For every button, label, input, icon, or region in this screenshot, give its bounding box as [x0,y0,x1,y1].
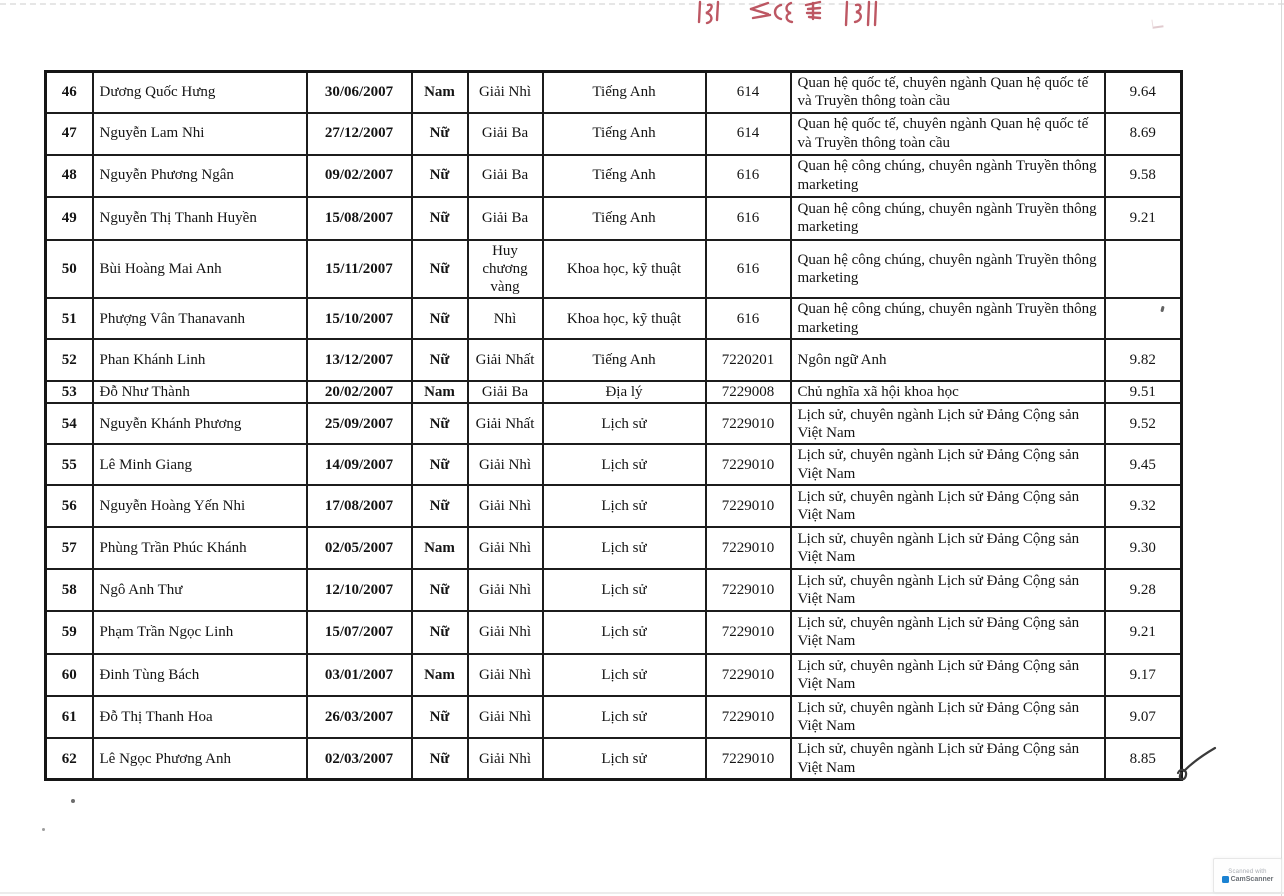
score: 9.51 [1105,381,1182,403]
row-number: 57 [46,527,93,569]
date-of-birth: 15/08/2007 [307,197,412,240]
gender: Nữ [412,611,468,654]
gender: Nữ [412,485,468,527]
scan-edge-bottom [0,892,1284,894]
student-name: Nguyễn Khánh Phương [93,403,307,444]
subject: Lịch sử [543,654,706,696]
camscanner-logo-icon [1222,876,1229,883]
student-results-table [44,70,1183,781]
major-name: Lịch sử, chuyên ngành Lịch sử Đảng Cộng sản Việt Nam [791,485,1105,527]
gender: Nữ [412,197,468,240]
subject: Địa lý [543,381,706,403]
student-name: Lê Minh Giang [93,444,307,485]
major-name: Lịch sử, chuyên ngành Lịch sử Đảng Cộng sản Việt Nam [791,696,1105,738]
student-name: Nguyễn Thị Thanh Huyền [93,197,307,240]
major-name: Chủ nghĩa xã hội khoa học [791,381,1105,403]
watermark-line1: Scanned with [1228,868,1267,875]
row-number: 47 [46,113,93,155]
major-code: 616 [706,298,791,339]
major-code: 7229010 [706,696,791,738]
major-name: Quan hệ công chúng, chuyên ngành Truyền thông marketing [791,298,1105,339]
award: Giải Nhì [468,527,543,569]
major-code: 616 [706,155,791,197]
date-of-birth: 26/03/2007 [307,696,412,738]
subject: Lịch sử [543,444,706,485]
major-code: 616 [706,240,791,299]
major-code: 7229010 [706,485,791,527]
award: Giải Nhì [468,738,543,780]
major-code: 7229010 [706,569,791,611]
major-name: Quan hệ công chúng, chuyên ngành Truyền thông marketing [791,155,1105,197]
score [1105,240,1182,299]
gender: Nữ [412,155,468,197]
row-number: 59 [46,611,93,654]
score: 9.28 [1105,569,1182,611]
award: Giải Nhất [468,403,543,444]
major-code: 7229010 [706,654,791,696]
student-name: Ngô Anh Thư [93,569,307,611]
watermark-line2: CamScanner [1230,875,1274,883]
award: Giải Nhì [468,654,543,696]
row-number: 46 [46,72,93,113]
score: 9.58 [1105,155,1182,197]
major-code: 7220201 [706,339,791,381]
date-of-birth: 15/07/2007 [307,611,412,654]
award: Giải Nhì [468,444,543,485]
pen-tick-mark [1163,740,1223,785]
row-number: 50 [46,240,93,299]
award: Huy chương vàng [468,240,543,299]
row-number: 58 [46,569,93,611]
student-name: Đỗ Như Thành [93,381,307,403]
subject: Lịch sử [543,569,706,611]
major-name: Lịch sử, chuyên ngành Lịch sử Đảng Cộng sản Việt Nam [791,569,1105,611]
date-of-birth: 13/12/2007 [307,339,412,381]
subject: Lịch sử [543,738,706,780]
major-name: Ngôn ngữ Anh [791,339,1105,381]
row-number: 54 [46,403,93,444]
table-row [46,569,1182,611]
row-number: 52 [46,339,93,381]
gender: Nữ [412,240,468,299]
table-row [46,696,1182,738]
major-name: Lịch sử, chuyên ngành Lịch sử Đảng Cộng sản Việt Nam [791,611,1105,654]
row-number: 56 [46,485,93,527]
student-name: Đỗ Thị Thanh Hoa [93,696,307,738]
date-of-birth: 02/03/2007 [307,738,412,780]
row-number: 61 [46,696,93,738]
row-number: 48 [46,155,93,197]
scan-edge-right [1281,0,1282,896]
row-number: 62 [46,738,93,780]
score: 8.69 [1105,113,1182,155]
subject: Khoa học, kỹ thuật [543,240,706,299]
table-row [46,485,1182,527]
award: Giải Nhì [468,696,543,738]
row-number: 51 [46,298,93,339]
major-name: Lịch sử, chuyên ngành Lịch sử Đảng Cộng sản Việt Nam [791,527,1105,569]
table-row [46,339,1182,381]
table-row [46,72,1182,113]
score: 9.17 [1105,654,1182,696]
date-of-birth: 02/05/2007 [307,527,412,569]
table-row [46,240,1182,299]
student-name: Nguyễn Lam Nhi [93,113,307,155]
student-name: Phùng Trần Phúc Khánh [93,527,307,569]
date-of-birth: 09/02/2007 [307,155,412,197]
scan-edge-top [0,3,1284,5]
major-code: 7229010 [706,527,791,569]
table-row [46,113,1182,155]
gender: Nữ [412,298,468,339]
major-name: Quan hệ công chúng, chuyên ngành Truyền thông marketing [791,197,1105,240]
award: Giải Nhì [468,611,543,654]
subject: Khoa học, kỹ thuật [543,298,706,339]
student-name: Bùi Hoàng Mai Anh [93,240,307,299]
major-name: Quan hệ quốc tế, chuyên ngành Quan hệ quốc tế và Truyền thông toàn cầu [791,113,1105,155]
major-code: 7229010 [706,611,791,654]
gender: Nam [412,527,468,569]
gender: Nam [412,72,468,113]
award: Giải Ba [468,381,543,403]
date-of-birth: 25/09/2007 [307,403,412,444]
table-row [46,527,1182,569]
award: Giải Nhất [468,339,543,381]
score: 9.07 [1105,696,1182,738]
faint-red-mark [1151,18,1163,28]
student-name: Nguyễn Hoàng Yến Nhi [93,485,307,527]
student-name: Phượng Vân Thanavanh [93,298,307,339]
date-of-birth: 12/10/2007 [307,569,412,611]
score: 9.82 [1105,339,1182,381]
date-of-birth: 03/01/2007 [307,654,412,696]
major-name: Quan hệ quốc tế, chuyên ngành Quan hệ quốc tế và Truyền thông toàn cầu [791,72,1105,113]
major-code: 616 [706,197,791,240]
award: Giải Nhì [468,72,543,113]
major-name: Lịch sử, chuyên ngành Lịch sử Đảng Cộng sản Việt Nam [791,738,1105,780]
gender: Nữ [412,403,468,444]
subject: Lịch sử [543,527,706,569]
award: Giải Ba [468,155,543,197]
score: 9.21 [1105,611,1182,654]
subject: Lịch sử [543,485,706,527]
table-row [46,738,1182,780]
gender: Nam [412,654,468,696]
subject: Tiếng Anh [543,197,706,240]
table-row [46,197,1182,240]
score: 9.21 [1105,197,1182,240]
student-name: Phạm Trần Ngọc Linh [93,611,307,654]
table-row [46,381,1182,403]
gender: Nữ [412,113,468,155]
subject: Tiếng Anh [543,155,706,197]
table-row [46,403,1182,444]
student-name: Lê Ngọc Phương Anh [93,738,307,780]
row-number: 55 [46,444,93,485]
major-code: 7229010 [706,738,791,780]
award: Giải Nhì [468,569,543,611]
row-number: 49 [46,197,93,240]
award: Giải Nhì [468,485,543,527]
subject: Tiếng Anh [543,339,706,381]
date-of-birth: 15/11/2007 [307,240,412,299]
award: Giải Ba [468,197,543,240]
score: 9.30 [1105,527,1182,569]
table-row [46,654,1182,696]
date-of-birth: 17/08/2007 [307,485,412,527]
major-code: 7229010 [706,444,791,485]
date-of-birth: 20/02/2007 [307,381,412,403]
date-of-birth: 27/12/2007 [307,113,412,155]
gender: Nữ [412,569,468,611]
gender: Nữ [412,696,468,738]
major-code: 614 [706,72,791,113]
row-number: 60 [46,654,93,696]
student-name: Phan Khánh Linh [93,339,307,381]
major-name: Lịch sử, chuyên ngành Lịch sử Đảng Cộng sản Việt Nam [791,444,1105,485]
award: Giải Ba [468,113,543,155]
gender: Nữ [412,444,468,485]
subject: Lịch sử [543,696,706,738]
subject: Tiếng Anh [543,72,706,113]
red-stamp-fragment-icon [695,0,910,30]
gender: Nữ [412,738,468,780]
major-code: 614 [706,113,791,155]
subject: Tiếng Anh [543,113,706,155]
row-number: 53 [46,381,93,403]
camscanner-watermark [1213,858,1282,893]
award: Nhì [468,298,543,339]
subject: Lịch sử [543,403,706,444]
student-name: Dương Quốc Hưng [93,72,307,113]
results-table-body [46,72,1182,780]
date-of-birth: 15/10/2007 [307,298,412,339]
table-row [46,444,1182,485]
date-of-birth: 30/06/2007 [307,72,412,113]
score: 9.45 [1105,444,1182,485]
date-of-birth: 14/09/2007 [307,444,412,485]
major-name: Lịch sử, chuyên ngành Lịch sử Đảng Cộng sản Việt Nam [791,403,1105,444]
major-name: Quan hệ công chúng, chuyên ngành Truyền thông marketing [791,240,1105,299]
score: 9.32 [1105,485,1182,527]
scan-speck [71,799,75,803]
gender: Nam [412,381,468,403]
table-row [46,611,1182,654]
score: 8.85 [1105,738,1182,780]
major-name: Lịch sử, chuyên ngành Lịch sử Đảng Cộng sản Việt Nam [791,654,1105,696]
table-row [46,155,1182,197]
student-name: Đinh Tùng Bách [93,654,307,696]
score [1105,298,1182,339]
student-name: Nguyễn Phương Ngân [93,155,307,197]
score: 9.52 [1105,403,1182,444]
major-code: 7229008 [706,381,791,403]
scan-speck [42,828,45,831]
subject: Lịch sử [543,611,706,654]
score: 9.64 [1105,72,1182,113]
gender: Nữ [412,339,468,381]
table-row [46,298,1182,339]
major-code: 7229010 [706,403,791,444]
